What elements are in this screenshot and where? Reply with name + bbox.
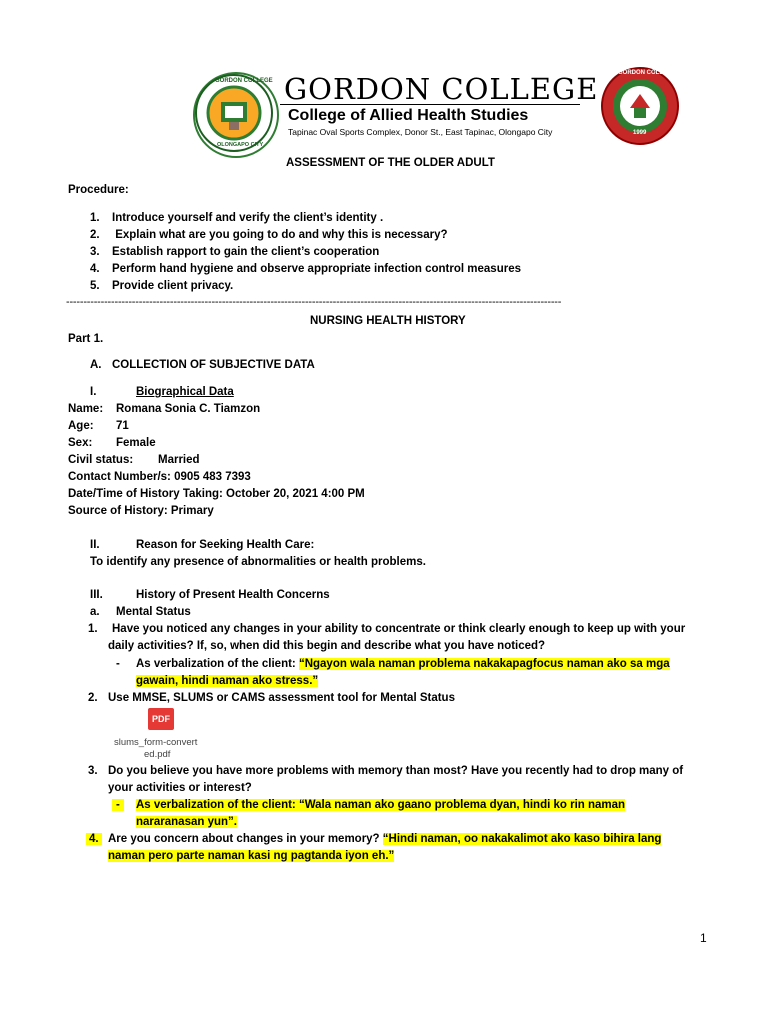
left-seal-top-text: GORDON COLLEGE <box>215 78 273 84</box>
question-4-line-1 <box>108 833 661 845</box>
civil-status-row <box>68 454 200 466</box>
procedure-label: Procedure: <box>68 184 129 196</box>
department-name: College of Allied Health Studies <box>288 107 529 124</box>
collection-letter: A. <box>90 359 102 371</box>
answer-4-line-2: naman pero parte naman kasi ng pagtanda iyon eh.” <box>108 850 395 862</box>
page-number: 1 <box>700 931 707 945</box>
pdf-badge-label: PDF <box>152 714 170 724</box>
mental-status-heading <box>90 606 191 618</box>
college-name: GORDON COLLEGE <box>284 72 599 106</box>
procedure-step <box>90 280 233 292</box>
reason-text: To identify any presence of abnormalities or health problems. <box>90 556 426 568</box>
answer-3-dash: - <box>112 799 124 811</box>
mental-status-title: Mental Status <box>116 606 191 618</box>
reason-heading <box>90 539 314 551</box>
pdf-file-name-line-2: ed.pdf <box>144 749 171 760</box>
collection-title: COLLECTION OF SUBJECTIVE DATA <box>112 359 315 371</box>
step-text: Explain what are you going to do and why this is necessary? <box>112 229 448 241</box>
right-seal-year: 1999 <box>633 130 647 136</box>
collection-heading <box>90 359 315 371</box>
answer-1-prefix: As verbalization of the client: <box>136 658 299 670</box>
question-1-line-2: daily activities? If, so, when did this begin and describe what you have noticed? <box>108 640 546 652</box>
sex-label: Sex: <box>68 437 93 449</box>
right-college-seal <box>600 66 680 146</box>
answer-1-line-2: gawain, hindi naman ako stress.” <box>136 675 319 687</box>
question-3-line-1: Do you believe you have more problems with memory than most? Have you recently had to drop many of <box>108 765 684 777</box>
age-label: Age: <box>68 420 94 432</box>
question-2-number: 2. <box>88 692 98 704</box>
dashed-divider: ----------------------------------------------------------------------------------------------------------------------------------------------- <box>66 296 562 308</box>
reason-number: II. <box>90 539 100 551</box>
step-number: 2. <box>90 229 100 241</box>
step-number: 5. <box>90 280 100 292</box>
answer-1-dash: - <box>116 658 120 670</box>
bio-heading <box>90 386 234 398</box>
question-4-number: 4. <box>86 833 102 845</box>
question-1-number: 1. <box>88 623 98 635</box>
bio-title: Biographical Data <box>136 386 234 398</box>
history-title: History of Present Health Concerns <box>136 589 330 601</box>
procedure-step <box>90 229 448 241</box>
sex-value: Female <box>116 437 156 449</box>
part-label: Part 1. <box>68 333 104 345</box>
mental-status-letter: a. <box>90 606 100 618</box>
step-number: 4. <box>90 263 100 275</box>
step-text: Perform hand hygiene and observe appropriate infection control measures <box>112 263 521 275</box>
step-number: 1. <box>90 212 100 224</box>
civil-status-value: Married <box>158 454 200 466</box>
name-label: Name: <box>68 403 104 415</box>
college-address: Tapinac Oval Sports Complex, Donor St., East Tapinac, Olongapo City <box>288 127 553 137</box>
pdf-file-icon <box>148 708 174 730</box>
answer-3-line-1: As verbalization of the client: “Wala naman ako gaano problema dyan, hindi ko rin naman <box>136 799 626 811</box>
history-heading <box>90 589 330 601</box>
document-title: ASSESSMENT OF THE OLDER ADULT <box>286 157 495 169</box>
pdf-file-name-line-1: slums_form-convert <box>114 737 198 748</box>
step-text: Provide client privacy. <box>112 280 234 292</box>
header-rule <box>280 104 580 105</box>
answer-1-line-1 <box>136 658 670 670</box>
question-1-line-1: Have you noticed any changes in your ability to concentrate or think clearly enough to keep up with your <box>112 623 686 635</box>
name-row <box>68 403 260 415</box>
question-2-text: Use MMSE, SLUMS or CAMS assessment tool for Mental Status <box>108 692 455 704</box>
question-3-line-2: your activities or interest? <box>108 782 252 794</box>
step-text: Introduce yourself and verify the client’s identity . <box>112 212 384 224</box>
sex-row <box>68 437 156 449</box>
question-3-number: 3. <box>88 765 98 777</box>
procedure-step <box>90 246 379 258</box>
answer-4-line-1: “Hindi naman, oo nakakalimot ako kaso bihira lang <box>382 833 662 845</box>
question-4-text: Are you concern about changes in your memory? <box>108 833 383 845</box>
civil-status-label: Civil status: <box>68 454 134 466</box>
name-value: Romana Sonia C. Tiamzon <box>116 403 261 415</box>
step-text: Establish rapport to gain the client’s cooperation <box>112 246 380 258</box>
procedure-step <box>90 263 521 275</box>
age-row <box>68 420 129 432</box>
answer-3-line-2: nararanasan yun”. <box>136 816 237 828</box>
step-number: 3. <box>90 246 100 258</box>
left-seal-bottom-text: OLONGAPO CITY <box>217 142 264 148</box>
contact-row: Contact Number/s: 0905 483 7393 <box>68 471 251 483</box>
left-college-seal <box>193 72 279 158</box>
source-row: Source of History: Primary <box>68 505 214 517</box>
age-value: 71 <box>116 420 129 432</box>
reason-title: Reason for Seeking Health Care: <box>136 539 315 551</box>
answer-1-quote: “Ngayon wala naman problema nakakapagfocus naman ako sa mga <box>298 658 670 670</box>
datetime-row: Date/Time of History Taking: October 20, 2021 4:00 PM <box>68 488 365 500</box>
pdf-attachment[interactable] <box>110 708 210 760</box>
bio-number: I. <box>90 386 97 398</box>
right-seal-top-text: GORDON COLLEGE <box>618 70 676 76</box>
procedure-step <box>90 212 383 224</box>
history-number: III. <box>90 589 103 601</box>
section-title: NURSING HEALTH HISTORY <box>310 315 466 327</box>
